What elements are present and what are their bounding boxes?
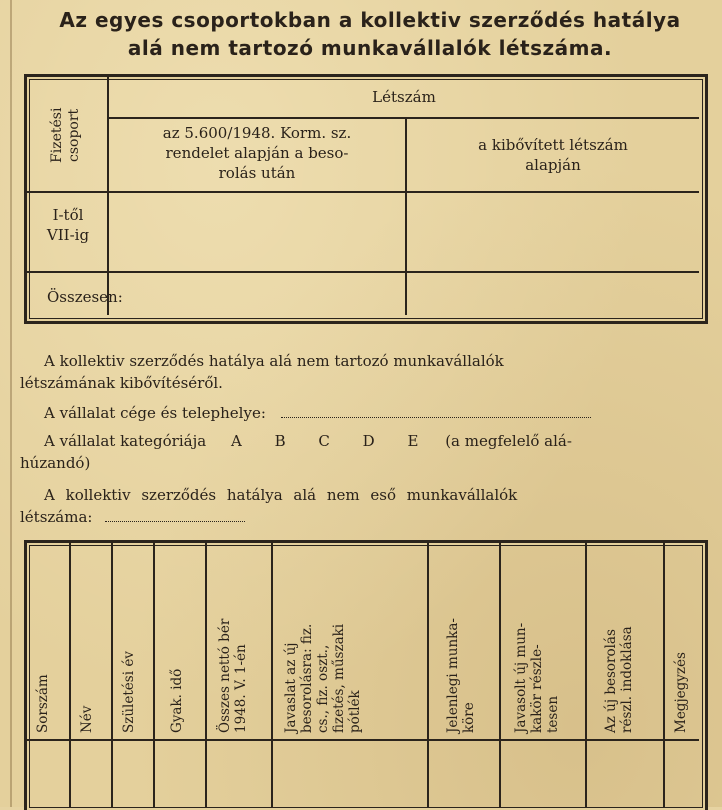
col-javasolt-line-2: kakör részle- <box>529 644 545 733</box>
group-header <box>49 85 83 185</box>
title-line-1: Az egyes csoportokban a kollektiv szerződés hatálya <box>59 8 681 32</box>
col2-header <box>407 135 699 175</box>
table-divider <box>271 543 273 807</box>
col1-header-line-1: az 5.600/1948. Korm. sz. <box>162 124 352 142</box>
col-javaslat-line-2: besorolásra: fiz. <box>299 623 315 733</box>
col-indoklas-line-1: Az új besorolás <box>603 629 619 733</box>
count-label-line-1: A kollektiv szerződés hatálya alá nem eső munkavállalók <box>44 486 518 504</box>
col1-header-line-2: rendelet alapján a beso- <box>165 144 349 162</box>
group-header-line-2: csoport <box>66 108 82 162</box>
col-javaslat-line-1: Javaslat az új <box>283 642 299 733</box>
count-field-row <box>20 484 710 528</box>
category-option-e[interactable]: E <box>407 432 419 450</box>
col-javaslat-line-5: pótlék <box>347 690 363 733</box>
table-divider <box>27 191 699 193</box>
headcount-table <box>24 74 708 324</box>
table-divider <box>107 77 109 315</box>
col-megjegyzes-line-1: Megjegyzés <box>673 652 689 733</box>
col1-header <box>109 123 405 183</box>
col-netto-ber-line-2: 1948. V. 1-én <box>233 644 249 733</box>
col2-header-line-1: a kibővített létszám <box>478 136 628 154</box>
count-input[interactable] <box>105 507 245 522</box>
company-field-row <box>20 402 710 424</box>
col-nev-line-1: Név <box>79 705 95 733</box>
category-line-1 <box>20 430 710 452</box>
col-netto-ber-line-1: Összes nettó bér <box>217 618 233 733</box>
category-option-a[interactable]: A <box>230 432 242 450</box>
col-javaslat-line-3: cs., fiz. oszt., <box>315 644 331 733</box>
col-szuletesi-ev <box>121 573 137 733</box>
col-javasolt-line-3: tesen <box>545 695 561 733</box>
col1-header-line-3: rolás után <box>218 164 296 182</box>
company-input[interactable] <box>281 403 591 418</box>
intro-line-2: létszámának kibővítéséről. <box>20 374 223 392</box>
table-divider <box>107 117 699 119</box>
col-sorszam-line-1: Sorszám <box>35 674 51 733</box>
row-group-line-2: VII-ig <box>46 226 90 244</box>
employee-table <box>24 540 708 810</box>
category-option-d[interactable]: D <box>362 432 375 450</box>
company-label: A vállalat cége és telephelye: <box>44 404 266 422</box>
col-szuletesi-ev-line-1: Születési év <box>121 651 137 733</box>
letszam-header: Létszám <box>372 88 436 106</box>
col-netto-ber <box>217 551 249 733</box>
category-options <box>231 430 440 452</box>
table-divider <box>27 739 699 741</box>
col-jelenlegi-line-1: Jelenlegi munka- <box>445 618 461 733</box>
table-divider <box>153 543 155 807</box>
table-divider <box>663 543 665 807</box>
col-gyak-ido <box>169 573 185 733</box>
page-title <box>20 6 720 62</box>
col-jelenlegi-munkakor <box>445 553 477 733</box>
group-header-line-1: Fizetési <box>49 107 65 163</box>
category-option-b[interactable]: B <box>274 432 286 450</box>
table-divider <box>499 543 501 807</box>
table-divider <box>69 543 71 807</box>
col-javaslat-line-4: fizetés, műszaki <box>331 623 347 733</box>
col2-header-line-2: alapján <box>525 156 581 174</box>
intro-text <box>20 350 710 394</box>
col-javaslat <box>283 551 363 733</box>
category-row <box>20 430 710 474</box>
col-megjegyzes <box>673 573 689 733</box>
category-label: A vállalat kategóriája <box>44 432 207 450</box>
table-divider <box>427 543 429 807</box>
col-gyak-ido-line-1: Gyak. idő <box>169 668 185 733</box>
row-group-label <box>29 205 107 245</box>
table-divider <box>27 271 699 273</box>
total-label: Összesen: <box>47 288 123 306</box>
row-group-line-1: I-től <box>52 206 84 224</box>
category-note-line-2: húzandó) <box>20 454 91 472</box>
category-option-c[interactable]: C <box>318 432 330 450</box>
col-sorszam <box>35 573 51 733</box>
col-nev <box>79 573 95 733</box>
category-note-line-1: (a megfelelő alá- <box>445 432 572 450</box>
table-divider <box>111 543 113 807</box>
intro-line-1: A kollektiv szerződés hatálya alá nem tartozó munkavállalók <box>44 352 504 370</box>
page-fold <box>10 0 12 807</box>
count-label-line-2: létszáma: <box>20 508 93 526</box>
table-divider <box>585 543 587 807</box>
col-indoklas <box>603 553 635 733</box>
col-indoklas-line-2: részl. indoklása <box>619 626 635 733</box>
col-javasolt-munkakor <box>513 553 561 733</box>
title-line-2: alá nem tartozó munkavállalók létszáma. <box>127 36 613 60</box>
col-jelenlegi-line-2: köre <box>461 702 477 733</box>
col-javasolt-line-1: Javasolt új mun- <box>513 622 529 733</box>
table-divider <box>205 543 207 807</box>
